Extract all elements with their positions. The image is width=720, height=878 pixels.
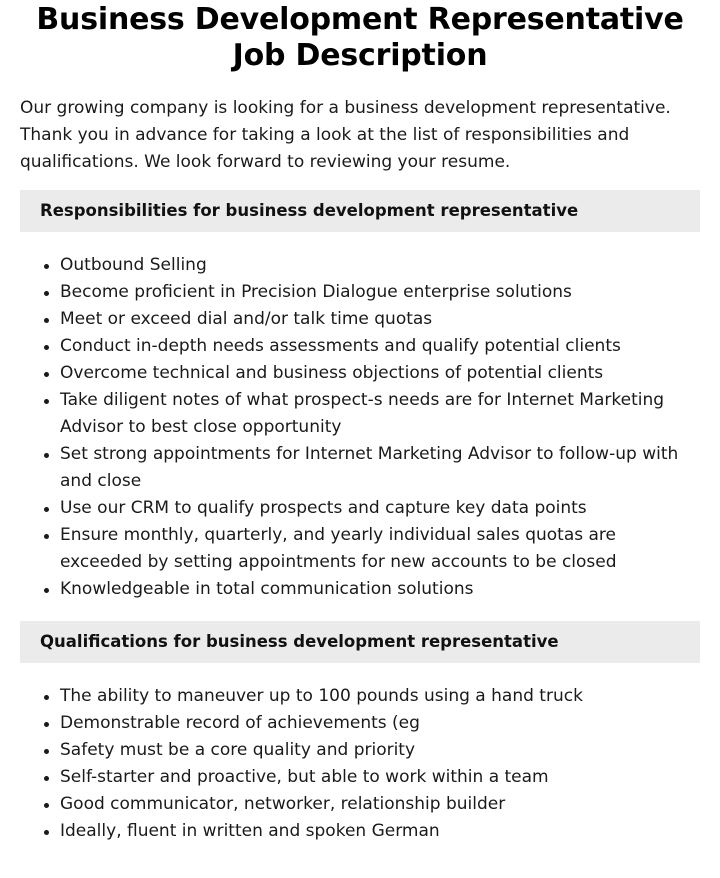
responsibility-item bbox=[60, 576, 700, 603]
bullet-dot-icon bbox=[44, 291, 49, 296]
responsibility-text: Outbound Selling bbox=[60, 255, 207, 275]
job-description-page bbox=[0, 2, 720, 845]
qualification-text: Good communicator, networker, relationship builder bbox=[60, 794, 506, 814]
responsibility-text: Conduct in-depth needs assessments and qualify potential clients bbox=[60, 336, 621, 356]
bullet-dot-icon bbox=[44, 264, 49, 269]
responsibility-text: Knowledgeable in total communication solutions bbox=[60, 579, 474, 599]
qualification-item bbox=[60, 737, 700, 764]
qualifications-heading: Qualifications for business development representative bbox=[20, 621, 700, 663]
qualifications-list bbox=[20, 683, 700, 845]
responsibility-item bbox=[60, 387, 700, 441]
qualification-text: Self-starter and proactive, but able to work within a team bbox=[60, 767, 549, 787]
qualification-item bbox=[60, 683, 700, 710]
bullet-dot-icon bbox=[44, 830, 49, 835]
bullet-dot-icon bbox=[44, 453, 49, 458]
bullet-dot-icon bbox=[44, 345, 49, 350]
bullet-dot-icon bbox=[44, 318, 49, 323]
responsibility-item bbox=[60, 522, 700, 576]
bullet-dot-icon bbox=[44, 749, 49, 754]
bullet-dot-icon bbox=[44, 588, 49, 593]
bullet-dot-icon bbox=[44, 695, 49, 700]
bullet-dot-icon bbox=[44, 399, 49, 404]
qualification-text: Safety must be a core quality and priority bbox=[60, 740, 416, 760]
responsibilities-heading: Responsibilities for business development representative bbox=[20, 190, 700, 232]
responsibility-text: Become proficient in Precision Dialogue enterprise solutions bbox=[60, 282, 572, 302]
qualification-item bbox=[60, 710, 700, 737]
responsibility-item bbox=[60, 441, 700, 495]
intro-paragraph: Our growing company is looking for a business development representative. Thank you in advance for taking a look at the list of responsibilities and qualifications. We look forward to reviewing your resume. bbox=[20, 98, 671, 172]
responsibility-item bbox=[60, 360, 700, 387]
responsibility-item bbox=[60, 333, 700, 360]
responsibility-text: Ensure monthly, quarterly, and yearly individual sales quotas are exceeded by setting appointments for new accounts to be closed bbox=[60, 525, 617, 572]
responsibility-text: Overcome technical and business objections of potential clients bbox=[60, 363, 604, 383]
bullet-dot-icon bbox=[44, 776, 49, 781]
responsibility-item bbox=[60, 306, 700, 333]
bullet-dot-icon bbox=[44, 803, 49, 808]
bullet-dot-icon bbox=[44, 372, 49, 377]
responsibility-text: Take diligent notes of what prospect-s needs are for Internet Marketing Advisor to best close opportunity bbox=[60, 390, 665, 437]
qualification-text: Ideally, fluent in written and spoken German bbox=[60, 821, 440, 841]
responsibility-item bbox=[60, 279, 700, 306]
responsibility-text: Meet or exceed dial and/or talk time quotas bbox=[60, 309, 433, 329]
responsibilities-list bbox=[20, 252, 700, 603]
qualification-text: The ability to maneuver up to 100 pounds using a hand truck bbox=[60, 686, 583, 706]
bullet-dot-icon bbox=[44, 722, 49, 727]
responsibility-text: Set strong appointments for Internet Marketing Advisor to follow-up with and close bbox=[60, 444, 679, 491]
qualification-item bbox=[60, 818, 700, 845]
responsibility-text: Use our CRM to qualify prospects and capture key data points bbox=[60, 498, 587, 518]
responsibility-item bbox=[60, 252, 700, 279]
bullet-dot-icon bbox=[44, 534, 49, 539]
qualification-item bbox=[60, 764, 700, 791]
bullet-dot-icon bbox=[44, 507, 49, 512]
responsibility-item bbox=[60, 495, 700, 522]
qualification-text: Demonstrable record of achievements (eg bbox=[60, 713, 420, 733]
page-title: Business Development Representative Job Description bbox=[36, 2, 684, 73]
qualification-item bbox=[60, 791, 700, 818]
